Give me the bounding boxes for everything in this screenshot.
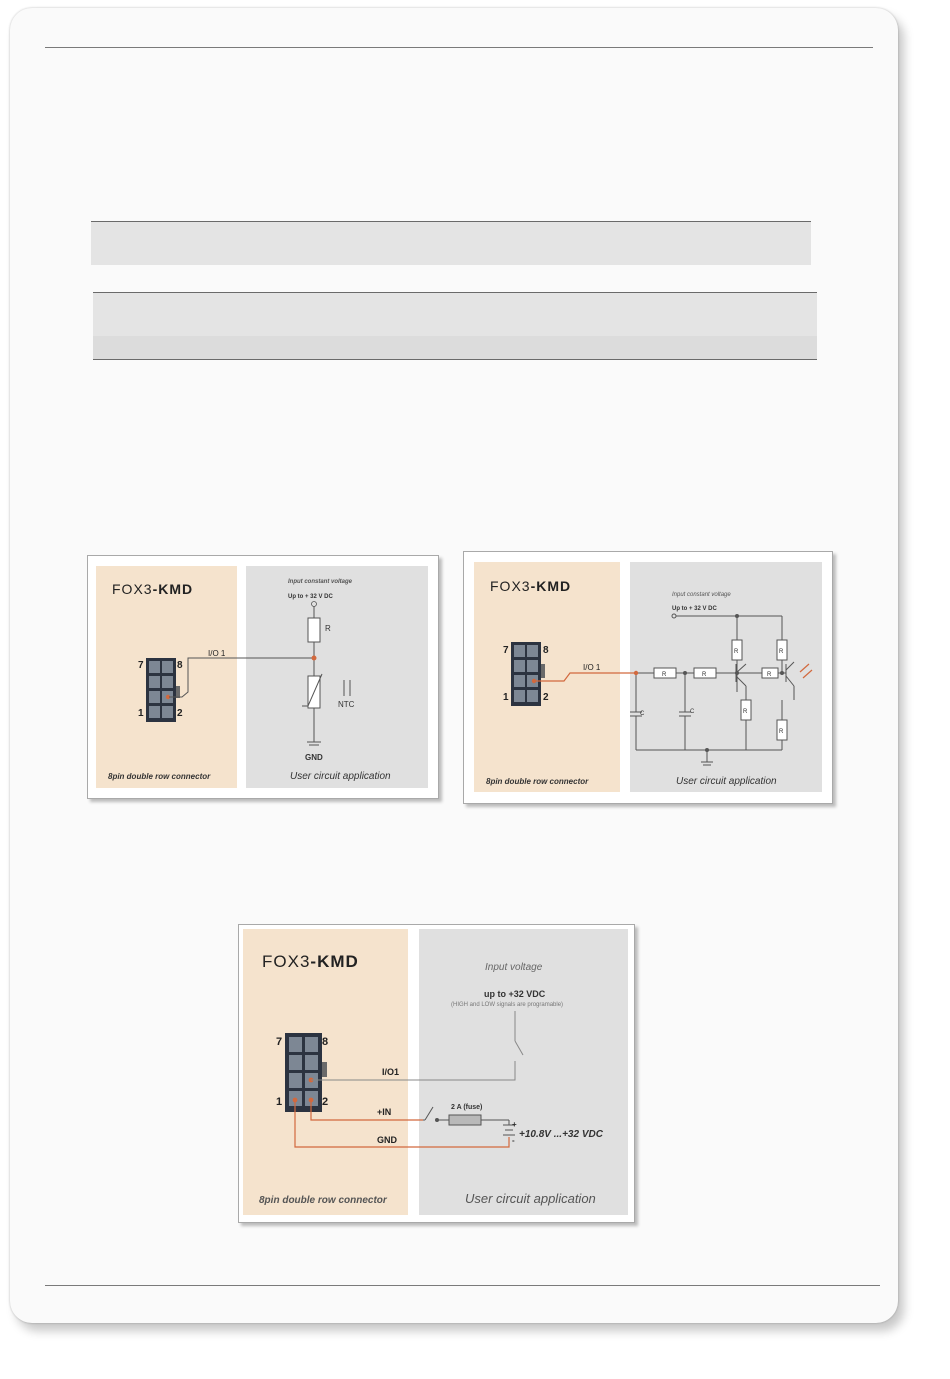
pin-2-label: 2 bbox=[322, 1096, 329, 1108]
resistor-label-3: R bbox=[734, 649, 739, 655]
pin-2-label: 2 bbox=[543, 692, 549, 703]
io1-label: I/O1 bbox=[382, 1067, 400, 1077]
io1-label: I/O 1 bbox=[208, 649, 226, 658]
gnd-label: GND bbox=[305, 753, 323, 762]
circuit-caption: User circuit application bbox=[676, 776, 777, 787]
circuit-caption: User circuit application bbox=[290, 771, 391, 782]
pin-8-label: 8 bbox=[177, 660, 183, 671]
pin-1-label: 1 bbox=[276, 1096, 283, 1108]
ntc-circuit-svg bbox=[88, 556, 438, 798]
supply-range-label: +10.8V ...+32 VDC bbox=[519, 1129, 603, 1140]
table-band-1 bbox=[91, 221, 811, 265]
pin-8-label: 8 bbox=[322, 1036, 329, 1048]
pin-1-label: 1 bbox=[503, 692, 509, 703]
resistor-label-7: R bbox=[779, 729, 784, 735]
connector-icon bbox=[285, 1033, 327, 1112]
resistor-label-2: R bbox=[702, 672, 707, 678]
junction-node-2 bbox=[683, 671, 687, 675]
pin-1-label: 1 bbox=[138, 708, 144, 719]
brand-text: FOX3-KMD bbox=[112, 581, 194, 597]
brand-text: FOX3-KMD bbox=[262, 952, 359, 971]
switch-contact bbox=[435, 1118, 439, 1122]
capacitor-label-2: C bbox=[690, 709, 695, 715]
ntc-label: NTC bbox=[338, 700, 355, 709]
fuse-label: 2 A (fuse) bbox=[451, 1104, 483, 1111]
resistor-label: R bbox=[325, 624, 331, 633]
power-in-label: +IN bbox=[377, 1107, 392, 1117]
supply-title: Input constant voltage bbox=[288, 579, 353, 585]
transistor-circuit-diagram bbox=[463, 551, 833, 804]
transistor-circuit-svg bbox=[464, 552, 832, 803]
connector-caption: 8pin double row connector bbox=[108, 772, 211, 781]
header-rule bbox=[45, 47, 873, 48]
supply-title: Input constant voltage bbox=[672, 592, 731, 598]
capacitor-label-1: C bbox=[640, 711, 645, 717]
circuit-panel bbox=[246, 566, 428, 788]
pin-7-label: 7 bbox=[276, 1036, 283, 1048]
battery-plus-label: + bbox=[512, 1120, 517, 1129]
table-band-2-bottom-line bbox=[93, 359, 817, 360]
resistor-label-5: R bbox=[779, 649, 784, 655]
pin-2-label: 2 bbox=[177, 708, 183, 719]
resistor-label-1: R bbox=[662, 672, 667, 678]
input-voltage-title: Input voltage bbox=[485, 962, 543, 973]
junction-node-5 bbox=[780, 671, 784, 675]
junction-node bbox=[312, 656, 317, 661]
footer-rule bbox=[45, 1285, 880, 1286]
ntc-circuit-diagram bbox=[87, 555, 439, 799]
circuit-caption: User circuit application bbox=[465, 1191, 596, 1206]
connector-caption: 8pin double row connector bbox=[486, 777, 589, 786]
junction-node-6 bbox=[705, 748, 709, 752]
junction-node-4 bbox=[735, 671, 739, 675]
pin-7-label: 7 bbox=[138, 660, 144, 671]
supply-value: Up to + 32 V DC bbox=[288, 594, 333, 600]
table-band-2-top-line bbox=[93, 292, 817, 293]
input-voltage-value: up to +32 VDC bbox=[484, 989, 546, 999]
switch-power-diagram bbox=[238, 924, 635, 1223]
junction-node-3 bbox=[735, 614, 739, 618]
junction-node bbox=[634, 671, 638, 675]
switch-power-svg bbox=[239, 925, 634, 1222]
resistor-symbol bbox=[308, 618, 320, 642]
pin-8-label: 8 bbox=[543, 645, 549, 656]
battery-minus-label: - bbox=[512, 1136, 515, 1145]
connector-icon bbox=[146, 658, 180, 722]
connector-caption: 8pin double row connector bbox=[259, 1195, 387, 1206]
resistor-label-4: R bbox=[743, 709, 748, 715]
table-band-1-top-line bbox=[91, 221, 811, 222]
supply-value: Up to + 32 V DC bbox=[672, 606, 717, 612]
io1-label: I/O 1 bbox=[583, 663, 601, 672]
connector-panel bbox=[474, 562, 620, 792]
brand-text: FOX3-KMD bbox=[490, 578, 572, 594]
connector-icon bbox=[511, 642, 545, 706]
ground-label: GND bbox=[377, 1135, 397, 1145]
resistor-label-6: R bbox=[767, 672, 772, 678]
input-voltage-note: (HIGH and LOW signals are programable) bbox=[451, 1002, 564, 1008]
pin-7-label: 7 bbox=[503, 645, 509, 656]
table-band-2-row bbox=[93, 336, 817, 360]
